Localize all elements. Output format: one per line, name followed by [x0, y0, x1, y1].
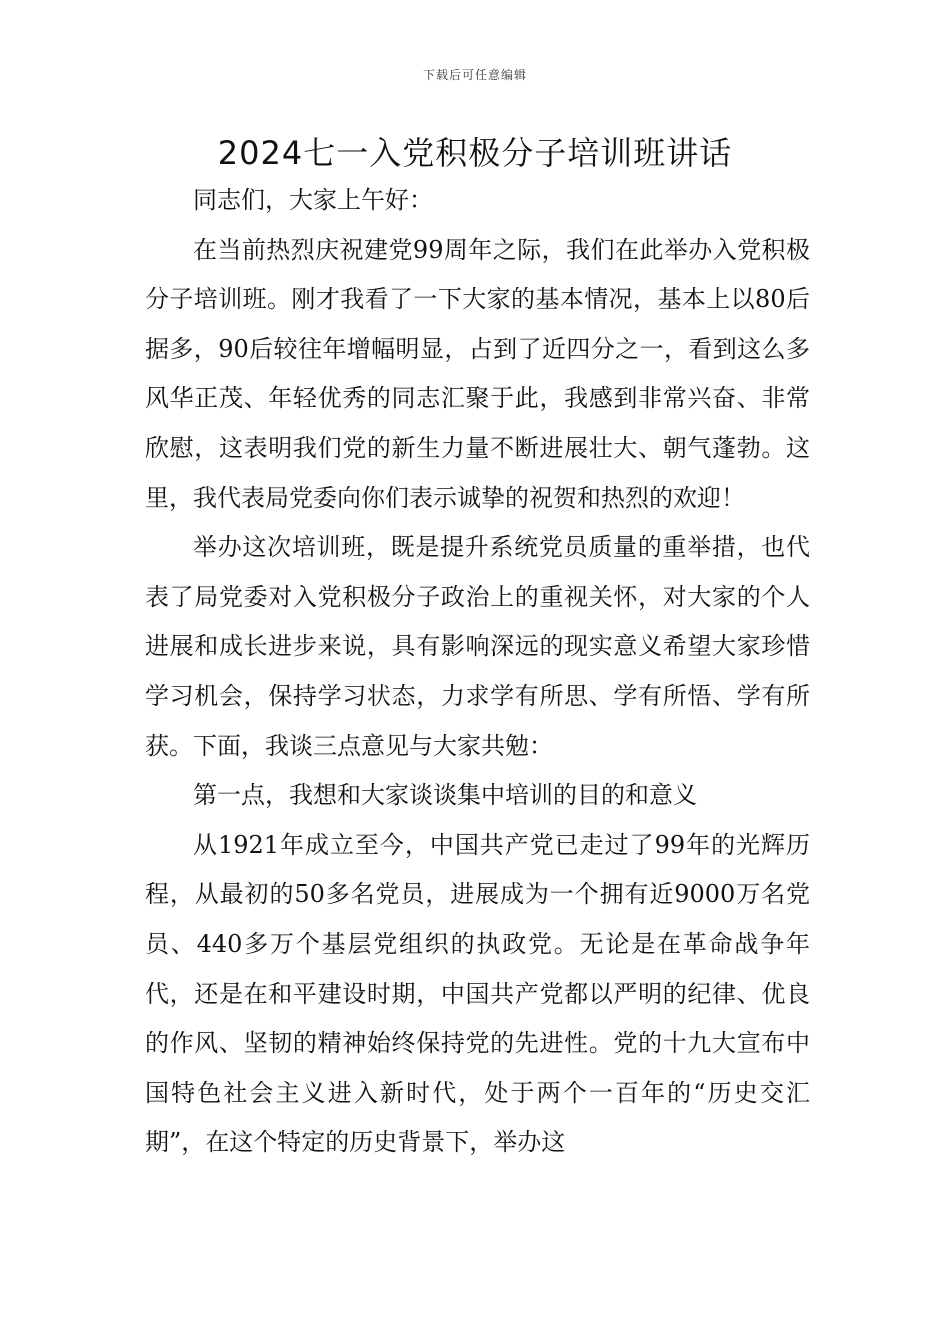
- paragraph-2: 举办这次培训班，既是提升系统党员质量的重举措，也代表了局党委对入党积极分子政治上的重视关怀，对大家的个人进展和成长进步来说，具有影响深远的现实意义希望大家珍惜学习机会，保持学习状态，力求学有所思、学有所悟、学有所获。下面，我谈三点意见与大家共勉：: [145, 533, 810, 760]
- document-title: 2024七一入党积极分子培训班讲话: [217, 134, 733, 172]
- paragraph-section-heading: 第一点，我想和大家谈谈集中培训的目的和意义: [193, 781, 697, 810]
- header-note: 下载后可任意编辑: [422, 68, 527, 82]
- paragraph-1: 在当前热烈庆祝建党99周年之际，我们在此举办入党积极分子培训班。刚才我看了一下大家的基本情况，基本上以80后据多，90后较往年增幅明显，占到了近四分之一，看到这么多风华正茂、年轻优秀的同志汇聚于此，我感到非常兴奋、非常欣慰，这表明我们党的新生力量不断进展壮大、朝气蓬勃。这里，我代表局党委向你们表示诚挚的祝贺和热烈的欢迎！: [145, 235, 810, 512]
- document-body: [145, 176, 810, 1168]
- paragraph-greeting: 同志们，大家上午好：: [193, 186, 433, 214]
- paragraph-4: 从1921年成立至今，中国共产党已走过了99年的光辉历程，从最初的50多名党员，进展成为一个拥有近9000万名党员、440多万个基层党组织的执政党。无论是在革命战争年代，还是在和平建设时期，中国共产党都以严明的纪律、优良的作风、坚韧的精神始终保持党的先进性。党的十九大宣布中国特色社会主义进入新时代，处于两个一百年的“历史交汇期”，在这个特定的历史背景下，举办这: [145, 830, 810, 1157]
